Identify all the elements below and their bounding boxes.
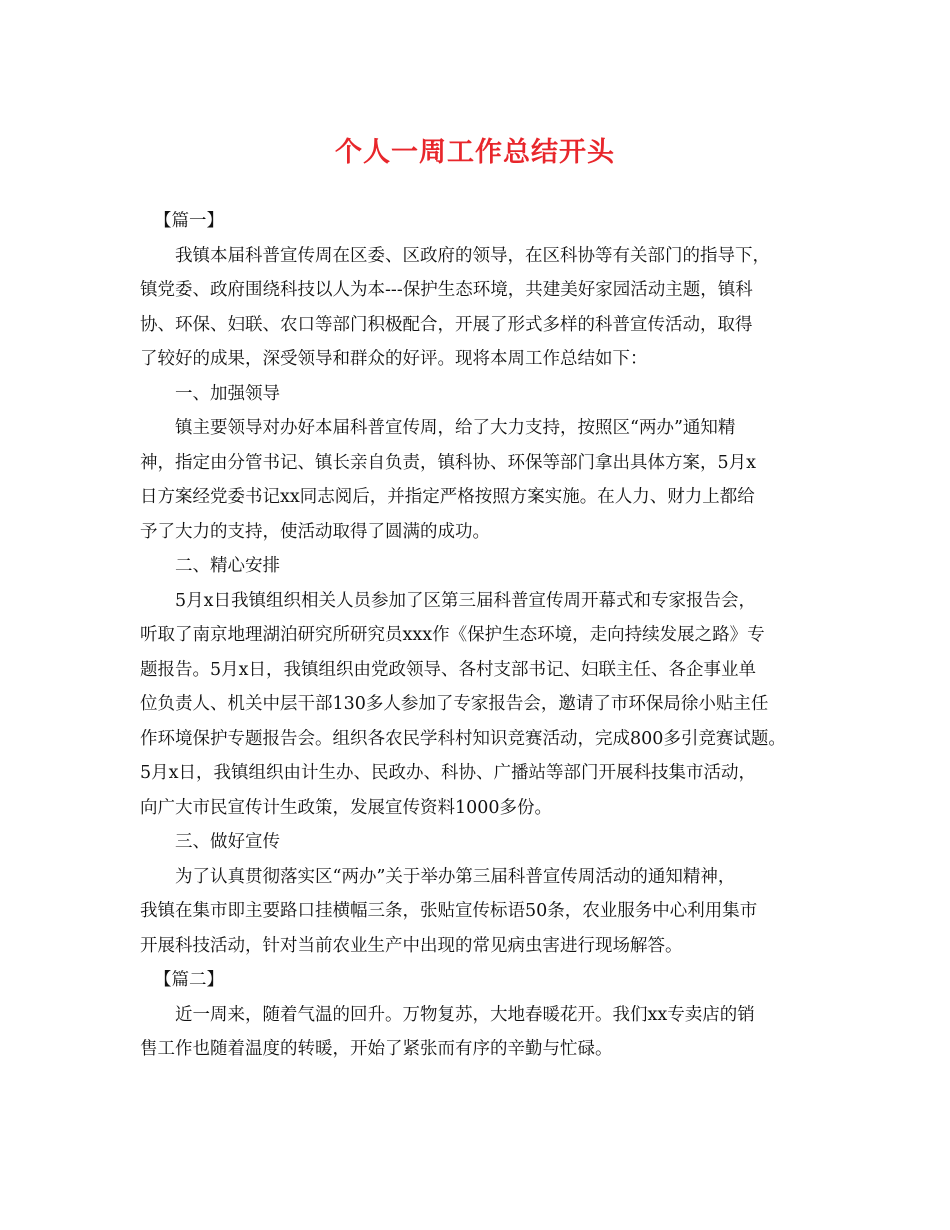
paragraph-line: 一、加强领导 bbox=[175, 383, 280, 404]
paragraph-line: 近一周来，随着气温的回升。万物复苏，大地春暖花开。我们xx专卖店的销 bbox=[175, 1004, 755, 1025]
document-body bbox=[140, 204, 830, 1067]
paragraph-line: 我镇本届科普宣传周在区委、区政府的领导，在区科协等有关部门的指导下， bbox=[175, 245, 770, 266]
paragraph-line: 售工作也随着温度的转暖，开始了紧张而有序的辛勤与忙碌。 bbox=[140, 1039, 613, 1059]
paragraph-line: 了较好的成果，深受领导和群众的好评。现将本周工作总结如下： bbox=[140, 349, 648, 369]
paragraph-line: 三、做好宣传 bbox=[175, 832, 280, 852]
paragraph-line: 为了认真贯彻落实区“两办”关于举办第三届科普宣传周活动的通知精神， bbox=[175, 866, 736, 887]
paragraph-line: 协、环保、妇联、农口等部门积极配合，开展了形式多样的科普宣传活动，取得 bbox=[140, 314, 753, 335]
paragraph-line: 二、精心安排 bbox=[175, 556, 280, 576]
paragraph-line: 5月x日我镇组织相关人员参加了区第三届科普宣传周开幕式和专家报告会， bbox=[175, 590, 757, 611]
paragraph-line: 日方案经党委书记xx同志阅后，并指定严格按照方案实施。在人力、财力上都给 bbox=[140, 487, 755, 507]
paragraph-line: 神，指定由分管书记、镇长亲自负责，镇科协、环保等部门拿出具体方案，5月x bbox=[140, 452, 757, 473]
paragraph-line: 作环境保护专题报告会。组织各农民学科村知识竞赛活动，完成800多引竞赛试题。 bbox=[140, 728, 786, 749]
section-heading: 【篇一】 bbox=[154, 211, 224, 231]
document-title: 个人一周工作总结开头 bbox=[335, 137, 615, 168]
paragraph-line: 镇主要领导对办好本届科普宣传周，给了大力支持，按照区“两办”通知精 bbox=[175, 418, 736, 438]
paragraph-line: 位负责人、机关中层干部130多人参加了专家报告会，邀请了市环保局徐小贴主任 bbox=[140, 694, 769, 714]
paragraph-line: 予了大力的支持，使活动取得了圆满的成功。 bbox=[140, 521, 490, 542]
paragraph-line: 我镇在集市即主要路口挂横幅三条，张贴宣传标语50条，农业服务中心利用集市 bbox=[140, 901, 758, 921]
paragraph-line: 向广大市民宣传计生政策，发展宣传资料1000多份。 bbox=[140, 797, 553, 818]
paragraph-line: 题报告。5月x日，我镇组织由党政领导、各村支部书记、妇联主任、各企事业单 bbox=[140, 659, 757, 680]
paragraph-line: 听取了南京地理湖泊研究所研究员xxx作《保护生态环境，走向持续发展之路》专 bbox=[140, 625, 765, 645]
section-heading: 【篇二】 bbox=[154, 970, 224, 990]
paragraph-line: 5月x日，我镇组织由计生办、民政办、科协、广播站等部门开展科技集市活动， bbox=[140, 763, 757, 783]
paragraph-line: 开展科技活动，针对当前农业生产中出现的常见病虫害进行现场解答。 bbox=[140, 935, 683, 956]
paragraph-line: 镇党委、政府围绕科技以人为本---保护生态环境，共建美好家园活动主题，镇科 bbox=[140, 280, 753, 300]
